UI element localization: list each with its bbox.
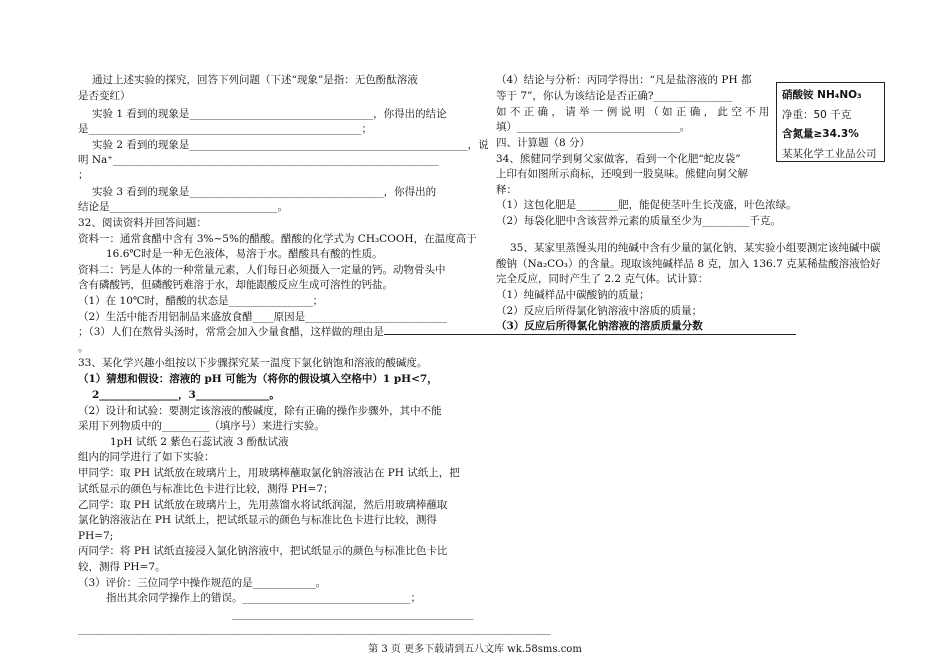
exp3-line-a: 实验 3 看到的现象是_____________________________________，你得出的	[92, 186, 437, 198]
material2-line-b: 含有磷酸钙，但磷酸钙难溶于水，却能跟酸反应生成可溶性的钙盐。	[78, 279, 393, 291]
exp1-line-b: 是____________________________________________________；	[78, 123, 372, 135]
q34-part1: （1）这包化肥是________肥，能促使茎叶生长茂盛，叶色浓绿。	[496, 199, 797, 211]
section-4-title: 四、计算题（8 分）	[496, 137, 591, 149]
exp1-line-a: 实验 1 看到的现象是___________________________________，你得出的结论	[92, 108, 447, 120]
q32-part1: （1）在 10℃时，醋酸的状态是________________；	[78, 295, 324, 307]
intro-line-1: 通过上述实验的探究，回答下列问题（下述“现象”是指：无色酚酞溶液	[92, 74, 418, 86]
q34-part2: （2）每袋化肥中含该营养元素的质量至少为_________千克。	[496, 215, 781, 227]
student-jia-2: 试纸显示的颜色与标准比色卡进行比较，测得 PH=7；	[78, 483, 334, 495]
r4-line-b: 等于 7”，你认为该结论是否正确?_______________	[496, 90, 733, 102]
q33-part2-b: 采用下列物质中的_________（填序号）来进行实验。	[78, 420, 325, 432]
q33-options: 1pH 试纸 2 紫色石蕊试液 3 酚酞试液	[110, 436, 289, 448]
material1-line-a: 资料一：通常食醋中含有 3%~5%的醋酸。醋酸的化学式为 CH₃COOH，在温度高于	[78, 233, 477, 245]
q33-part1-b: 2_______________，3______________。	[92, 389, 280, 401]
q33-group: 组内的同学进行了如下实验：	[78, 451, 215, 463]
q35-line-a: 35、某家里蒸馒头用的纯碱中含有少量的氯化钠，某实验小组要测定该纯碱中碳	[510, 242, 881, 254]
exp2-line-a: 实验 2 看到的现象是_____________________________________________________，说	[92, 139, 489, 151]
q34-line-b: 上印有如图所示商标，还嗅到一股臭味。熊健向舅父解	[496, 168, 748, 180]
q33-part3-c: ______________________________________________	[232, 608, 474, 620]
r4-line-d: 填）_______________________________。	[496, 121, 691, 133]
label-name: 硝酸铵 NH₄NO₃	[782, 89, 862, 101]
q33-part2-a: （2）设计和试验：要测定该溶液的酸碱度，除有正确的操作步骤外，其中不能	[78, 405, 442, 417]
r4-line-c: 如 不 正 确 ， 请 举 一 例 说 明 （ 如 正 确 ， 此 空 不 用	[496, 106, 770, 118]
material1-line-b: 16.6℃时是一种无色液体，易溶于水。醋酸具有酸的性质。	[106, 248, 383, 260]
fertilizer-label	[776, 82, 885, 162]
q35-part2: （2）反应后所得氯化钠溶液中溶质的质量；	[496, 305, 703, 317]
q35-line-c: 完全反应，同时产生了 2.2 克气体。试计算：	[496, 273, 709, 285]
q32-part3-text: ；（3）人们在熬骨头汤时，常常会加入少量食醋，这样做的理由是	[78, 326, 384, 338]
material2-line-a: 资料二：钙是人体的一种常量元素，人们每日必须摄入一定量的钙。动物骨头中	[78, 264, 446, 276]
label-nitrogen: 含氮量≥34.3%	[782, 128, 859, 140]
q33-part1-a: （1）猜想和假设：溶液的 pH 可能为（将你的假设填入空格中）1 pH<7，	[78, 373, 438, 385]
q35-part3: （3）反应后所得氯化钠溶液的溶质质量分数	[496, 320, 703, 332]
q32-part2: （2）生活中能否用铝制品来盛放食醋____原因是___________________________	[78, 311, 447, 323]
q32-part3-end: 。	[78, 342, 89, 354]
q33-part3-b: 指出其余同学操作上的错误。________________________________；	[106, 592, 421, 604]
student-yi-1: 乙同学：取 PH 试纸放在玻璃片上，先用蒸馏水将试纸润湿，然后用玻璃棒蘸取	[78, 499, 448, 511]
student-yi-3: PH=7;	[78, 530, 114, 542]
q33-part3-a: （3）评价：三位同学中操作规范的是____________。	[78, 577, 327, 589]
student-jia-1: 甲同学：取 PH 试纸放在玻璃片上，用玻璃棒蘸取氯化钠溶液沾在 PH 试纸上，把	[78, 467, 460, 479]
q33-title: 33、某化学兴趣小组按以下步骤探究某一温度下氯化钠饱和溶液的酸碱度。	[78, 357, 428, 369]
q32-title: 32、阅读资料并回答问题：	[78, 217, 207, 229]
r4-line-a: （4）结论与分析：丙同学得出：“凡是盐溶液的 PH 都	[496, 74, 752, 86]
label-company: 某某化学工业品公司	[782, 147, 877, 160]
q33-part3-d: __________________________________________________________________________________________	[78, 623, 551, 635]
student-bing-1: 丙同学：将 PH 试纸直接浸入氯化钠溶液中，把试纸显示的颜色与标准比色卡比	[78, 545, 448, 557]
exp3-line-b: 结论是________________________________。	[78, 201, 288, 213]
exp2-line-c: ；	[78, 169, 89, 181]
exp2-line-b: 明 Na⁺______________________________________________________________	[78, 154, 439, 166]
q35-part1: （1）纯碱样品中碳酸钠的质量；	[496, 289, 650, 301]
student-yi-2: 氯化钠溶液沾在 PH 试纸上，把试纸显示的颜色与标准比色卡进行比较，测得	[78, 514, 437, 526]
label-weight: 净重：50 千克	[782, 108, 852, 121]
page-footer: 第 3 页 更多下载请到五八文库 wk.58sms.com	[368, 644, 582, 655]
q35-line-b: 酸钠（Na₂CO₃）的含量。现取该纯碱样品 8 克，加入 136.7 克某稀盐酸溶液恰好	[496, 258, 881, 270]
student-bing-2: 较，测得 PH=7。	[78, 561, 166, 573]
q34-line-c: 释：	[496, 184, 517, 196]
q34-line-a: 34、熊健同学到舅父家做客，看到一个化肥“蛇皮袋”	[496, 153, 741, 165]
intro-line-2: 是否变红）	[78, 90, 131, 102]
